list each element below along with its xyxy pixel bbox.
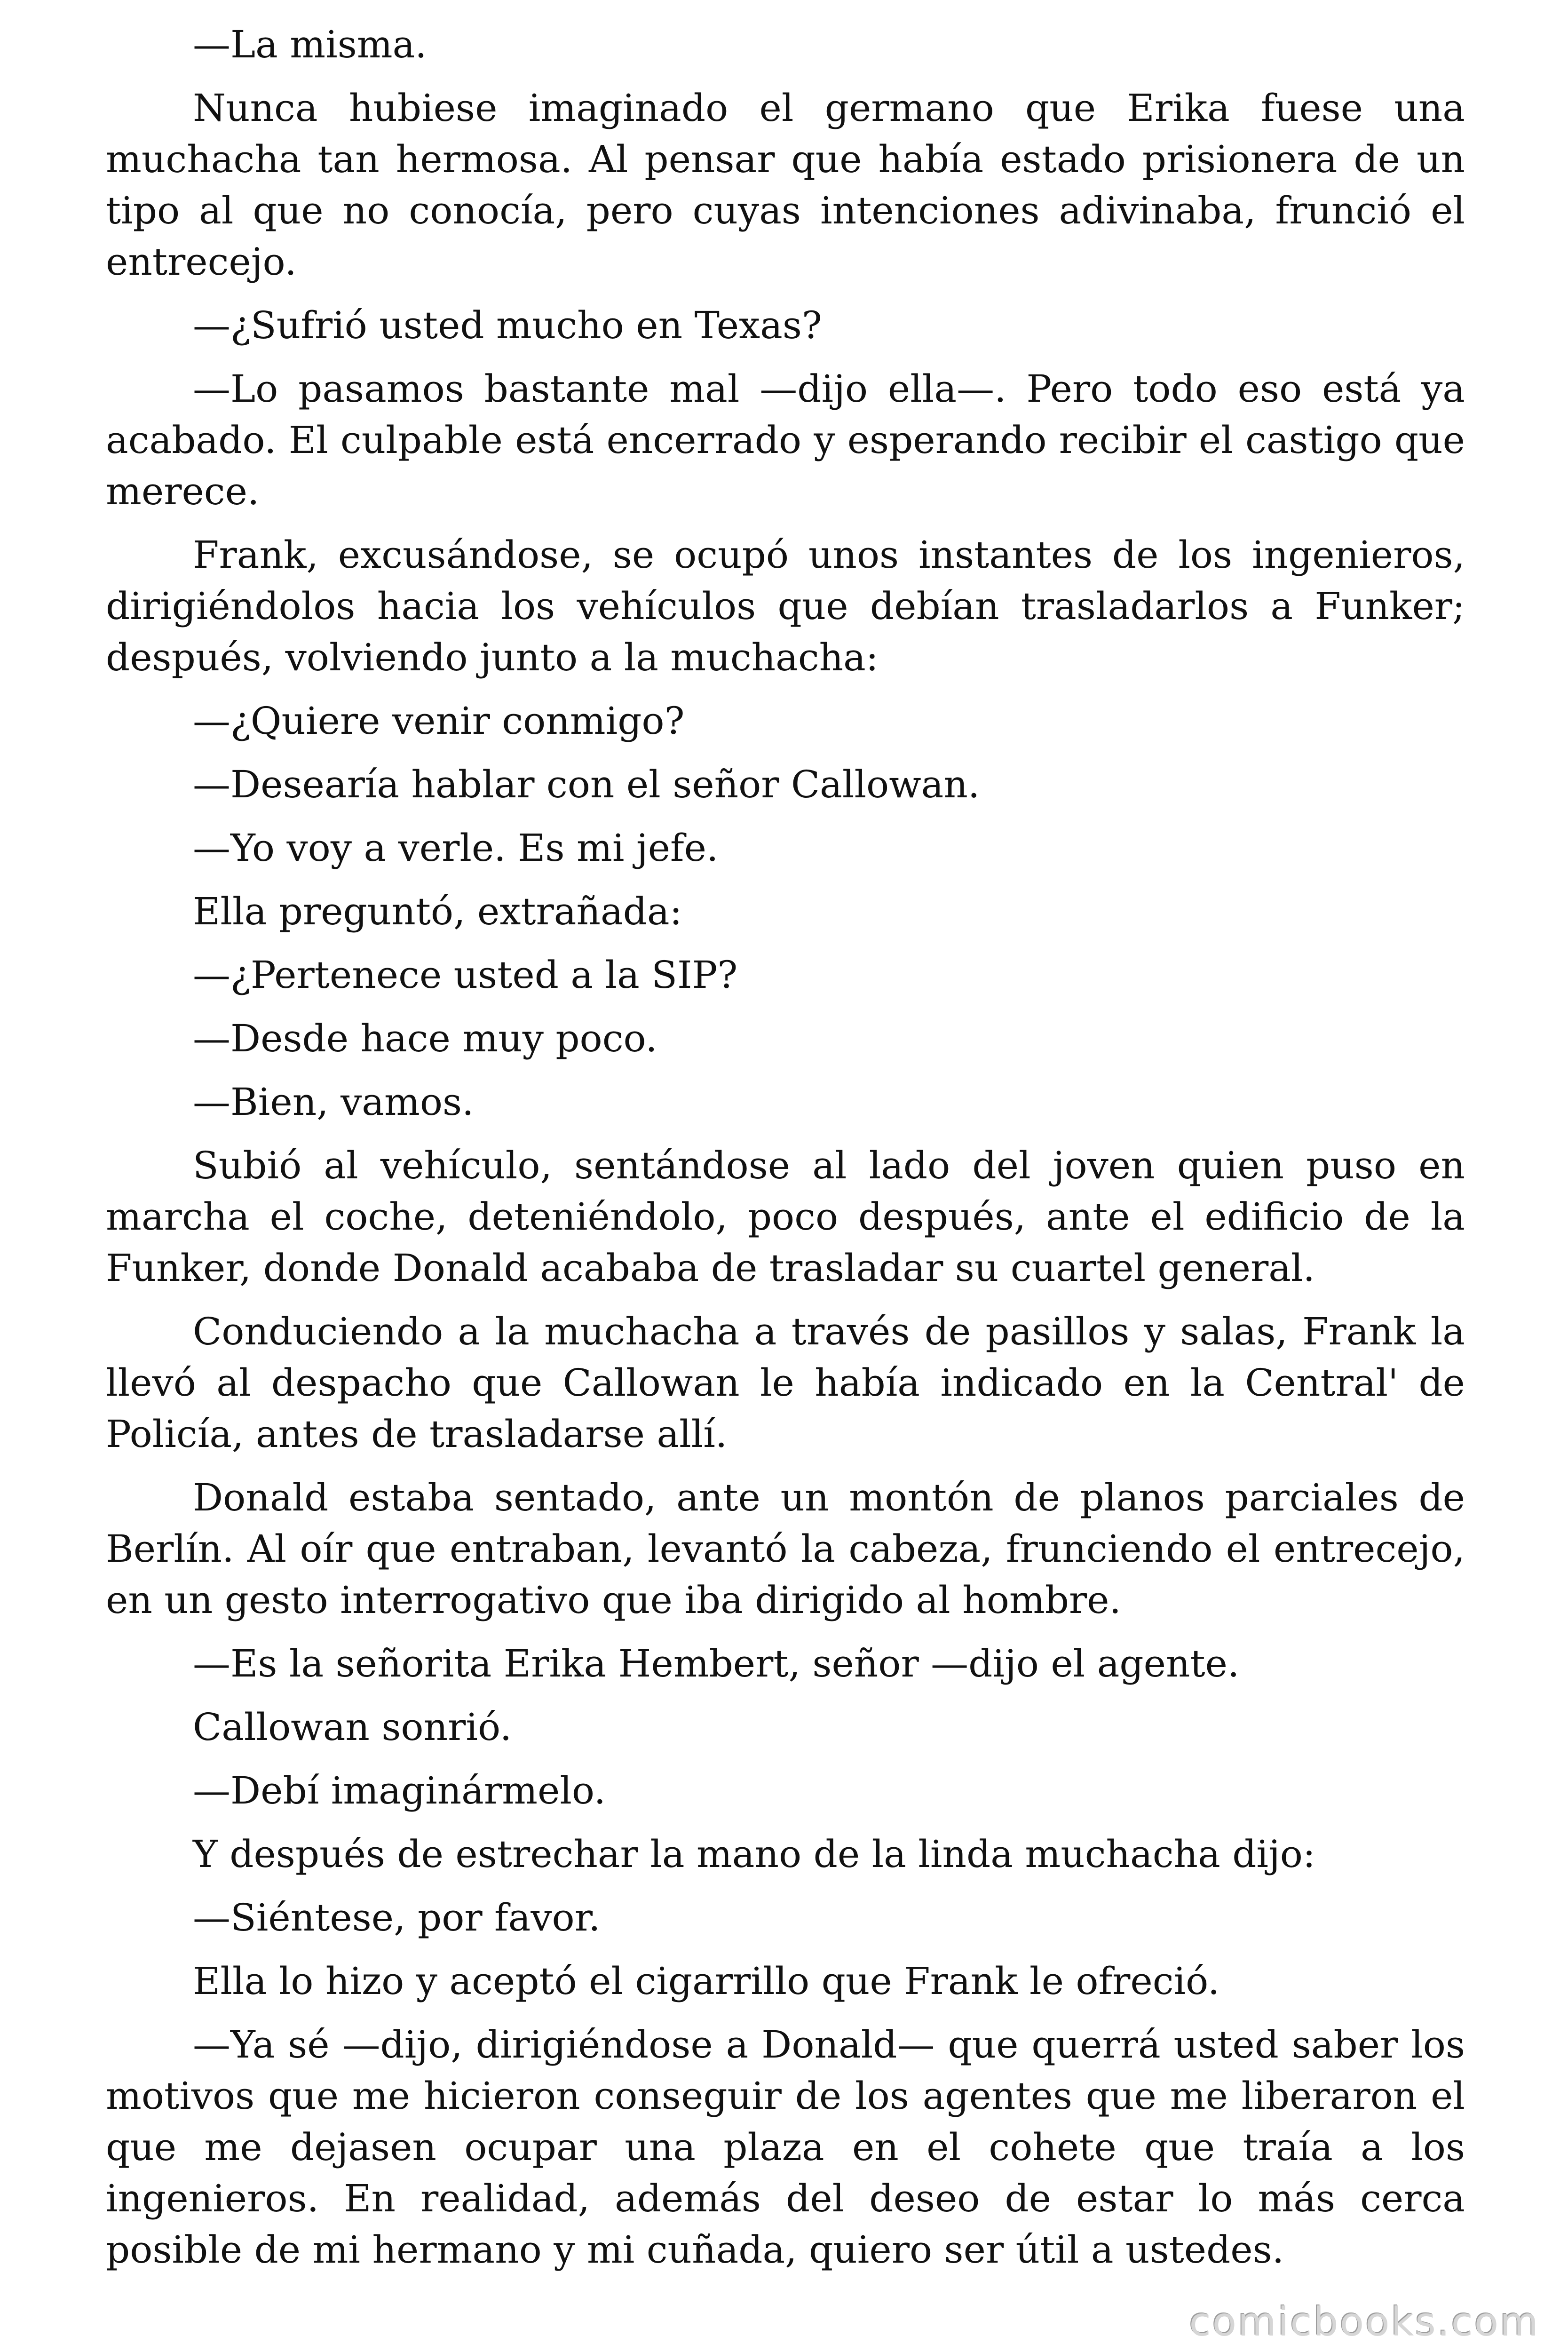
paragraph: —La misma. <box>193 23 427 66</box>
paragraph: —Ya sé —dijo, dirigiéndose a Donald— que querrá usted saber los motivos que me hicieron conseguir de los agentes que me liberaron el que me dejasen ocupar una plaza en el cohete que traía a los ingenieros. En realidad, además del deseo de estar lo más cerca posible de mi hermano y mi cuñada, quiero ser útil a ustedes. <box>106 2023 1465 2272</box>
paragraph: —Siéntese, por favor. <box>193 1896 601 1939</box>
paragraph: —Lo pasamos bastante mal —dijo ella—. Pero todo eso está ya acabado. El culpable está encerrado y esperando recibir el castigo que merece. <box>106 367 1465 513</box>
paragraph: Conduciendo a la muchacha a través de pasillos y salas, Frank la llevó al despacho que Callowan le había indicado en la Central' de Policía, antes de trasladarse allí. <box>106 1310 1465 1456</box>
paragraph: —¿Pertenece usted a la SIP? <box>193 953 738 997</box>
paragraph: —Yo voy a verle. Es mi jefe. <box>193 826 719 870</box>
paragraph: Y después de estrechar la mano de la linda muchacha dijo: <box>193 1832 1315 1876</box>
paragraph: —¿Sufrió usted mucho en Texas? <box>193 303 822 347</box>
paragraph: —Es la señorita Erika Hembert, señor —dijo el agente. <box>193 1642 1240 1685</box>
paragraph: Subió al vehículo, sentándose al lado del joven quien puso en marcha el coche, deteniéndolo, poco después, ante el edificio de la Funker, donde Donald acababa de trasladar su cuartel general. <box>106 1144 1465 1290</box>
document-page <box>106 19 1465 2288</box>
paragraph: —Bien, vamos. <box>193 1080 474 1124</box>
paragraph: Donald estaba sentado, ante un montón de planos parciales de Berlín. Al oír que entraban, levantó la cabeza, frunciendo el entrecejo, en un gesto interrogativo que iba dirigido al hombre. <box>106 1476 1465 1622</box>
paragraph: —Desearía hablar con el señor Callowan. <box>193 763 980 806</box>
paragraph: Frank, excusándose, se ocupó unos instantes de los ingenieros, dirigiéndolos hacia los vehículos que debían trasladarlos a Funker; después, volviendo junto a la muchacha: <box>106 533 1465 679</box>
paragraph: Nunca hubiese imaginado el germano que Erika fuese una muchacha tan hermosa. Al pensar que había estado prisionera de un tipo al que no conocía, pero cuyas intenciones adivinaba, frunció el entrecejo. <box>106 86 1465 284</box>
paragraph: —¿Quiere venir conmigo? <box>193 699 685 743</box>
paragraph: —Debí imaginármelo. <box>193 1769 606 1812</box>
paragraph: Ella preguntó, extrañada: <box>193 890 682 933</box>
paragraph: —Desde hace muy poco. <box>193 1017 657 1060</box>
paragraph: Callowan sonrió. <box>193 1705 512 1749</box>
watermark-logo: comicbooks.com <box>1189 2299 1540 2345</box>
paragraph: Ella lo hizo y aceptó el cigarrillo que Frank le ofreció. <box>193 1959 1220 2003</box>
